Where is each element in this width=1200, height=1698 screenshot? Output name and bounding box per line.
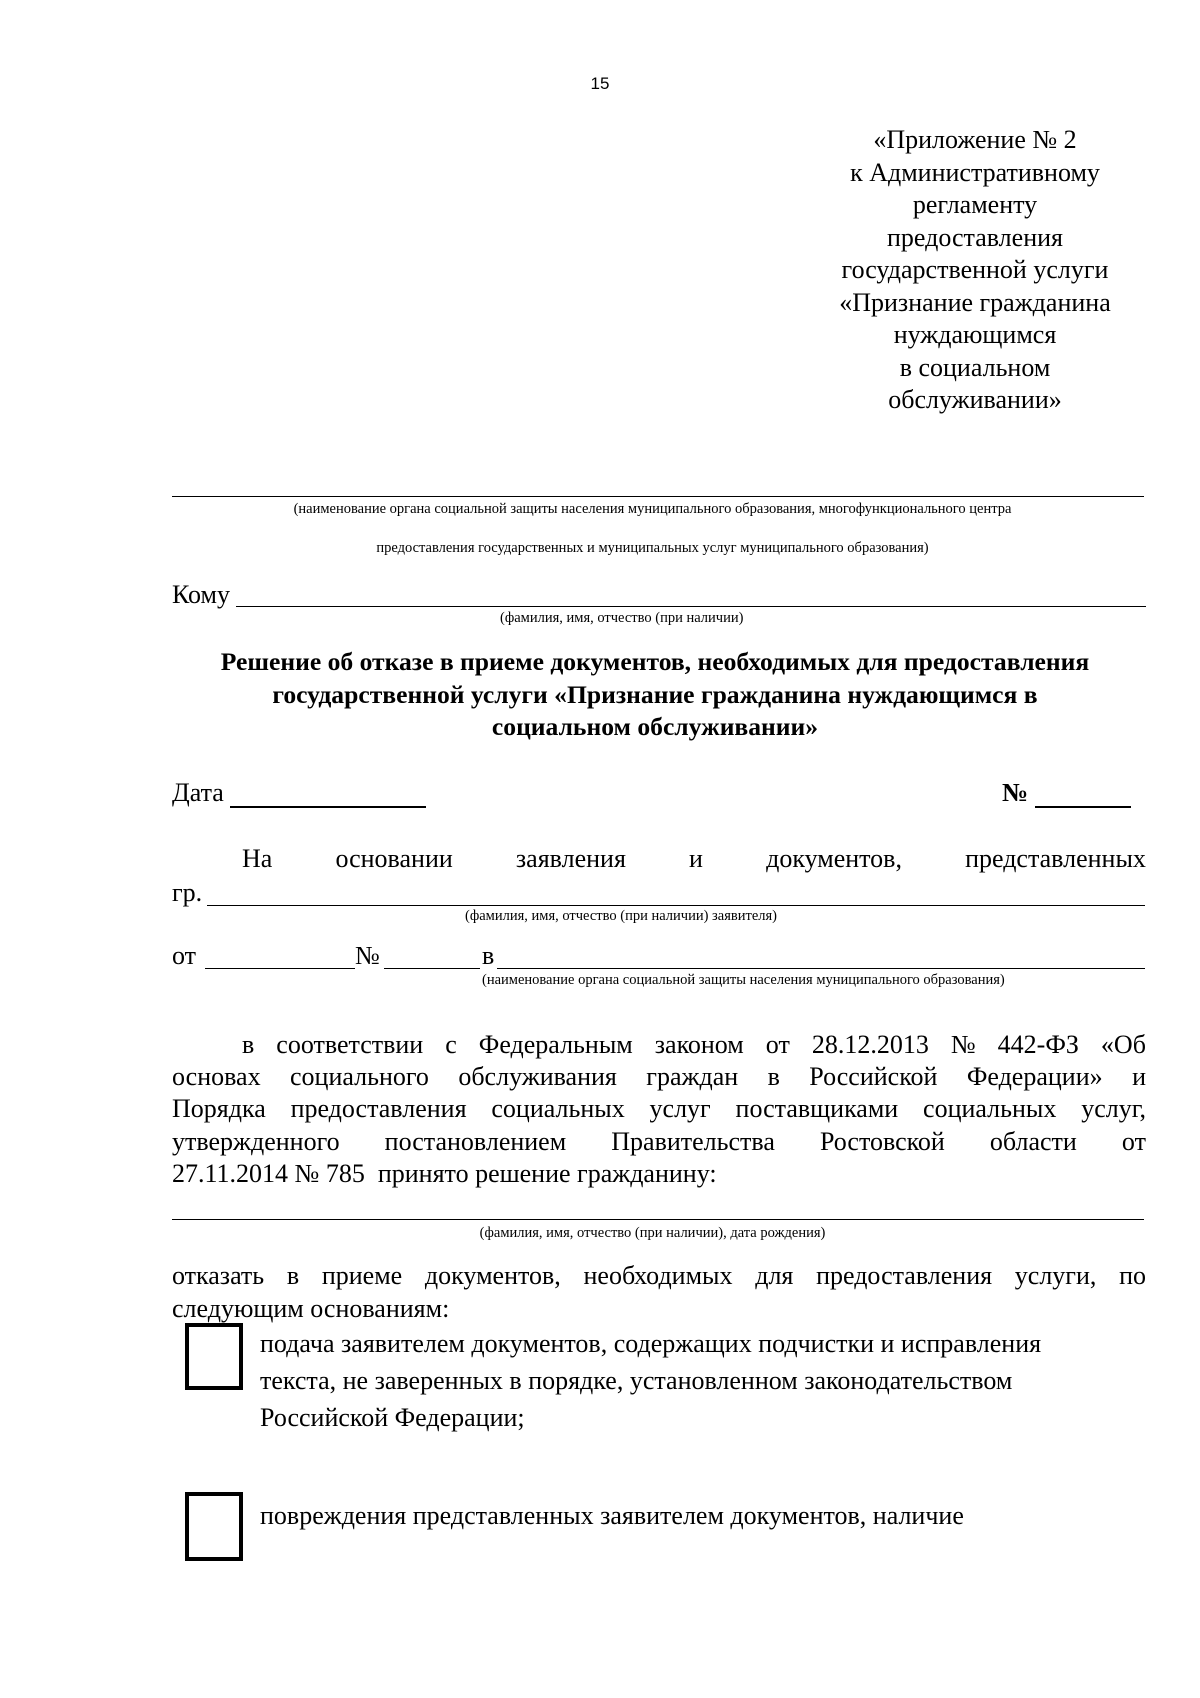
law-word: в	[767, 1062, 780, 1092]
number-field-line[interactable]	[1035, 806, 1131, 808]
law-line-5: 27.11.2014 № 785 принято решение гражданину:	[172, 1158, 717, 1188]
law-word: социального	[290, 1062, 429, 1092]
from-date-field-line[interactable]	[205, 968, 355, 969]
refusal-line-2: следующим основаниям:	[172, 1294, 450, 1323]
application-number-field-line[interactable]	[384, 968, 480, 969]
refusal-word: услуги,	[1014, 1261, 1097, 1290]
document-title	[160, 646, 1150, 744]
annex-line: «Признание гражданина	[839, 287, 1111, 317]
law-line-3	[172, 1093, 1146, 1125]
org-caption: (наименование органа социальной защиты населения муниципального образования)	[482, 972, 1005, 988]
law-word: основах	[172, 1062, 261, 1092]
citizen-caption: (фамилия, имя, отчество (при наличии), дата рождения)	[479, 1225, 826, 1241]
issuer-field-line[interactable]	[172, 496, 1144, 497]
to-label: Кому	[172, 580, 231, 609]
law-word: Порядка	[172, 1094, 266, 1124]
option-2-text	[260, 1497, 964, 1534]
basis-word: основании	[335, 844, 453, 873]
refusal-word: документов,	[424, 1261, 561, 1290]
refusal-word: по	[1119, 1261, 1146, 1290]
basis-word: и	[689, 844, 703, 873]
number-label: №	[1002, 778, 1029, 807]
law-word: Федеральным	[478, 1030, 633, 1059]
law-line-4	[172, 1126, 1146, 1158]
option-line: повреждения представленных заявителем документов, наличие	[260, 1501, 964, 1530]
page-number: 15	[590, 74, 610, 93]
annex-line: обслуживании»	[888, 385, 1062, 414]
law-word: и	[1132, 1062, 1146, 1092]
citizen-field-line[interactable]	[172, 1219, 1144, 1220]
checkbox-option-1[interactable]	[185, 1323, 243, 1390]
law-word: №	[950, 1030, 976, 1059]
law-word: 442-ФЗ	[997, 1030, 1079, 1059]
applicant-field-line[interactable]	[207, 905, 1145, 906]
option-line: Российской Федерации;	[260, 1403, 525, 1432]
to-caption: (фамилия, имя, отчество (при наличии)	[500, 610, 744, 626]
law-word: предоставления	[290, 1094, 467, 1124]
annex-header	[820, 124, 1130, 417]
law-line-2	[172, 1061, 1146, 1093]
option-1-text	[260, 1325, 1041, 1436]
annex-line: в социальном	[899, 352, 1051, 382]
in-label: в	[482, 941, 495, 970]
refusal-paragraph	[172, 1259, 1146, 1325]
law-paragraph	[172, 1029, 1146, 1190]
law-word: от	[1121, 1126, 1146, 1156]
issuer-caption-1: (наименование органа социальной защиты населения муниципального образования, многофункционального центра	[293, 501, 1012, 517]
date-label: Дата	[172, 778, 224, 807]
org-field-line[interactable]	[497, 968, 1145, 969]
law-word: 28.12.2013	[811, 1030, 929, 1059]
date-field-line[interactable]	[230, 806, 426, 808]
law-word: утвержденного	[172, 1126, 340, 1156]
law-word: Правительства	[611, 1126, 775, 1156]
law-word: от	[765, 1030, 790, 1059]
title-line: Решение об отказе в приеме документов, необходимых для предоставления	[220, 647, 1090, 676]
annex-line: нуждающимся	[893, 320, 1057, 349]
law-word: с	[445, 1030, 457, 1059]
law-word: услуг,	[1081, 1094, 1146, 1124]
law-word: Ростовской	[819, 1126, 945, 1156]
issuer-caption-2: предоставления государственных и муниципальных услуг муниципального образования)	[376, 540, 929, 556]
annex-line: государственной услуги	[841, 255, 1109, 284]
law-word: области	[989, 1126, 1077, 1156]
title-line: государственной услуги «Признание гражданина нуждающимся в	[272, 679, 1038, 709]
annex-line: «Приложение № 2	[873, 125, 1077, 154]
law-word: социальных	[923, 1094, 1057, 1124]
refusal-word: необходимых	[583, 1261, 733, 1290]
law-word: Федерации»	[966, 1062, 1103, 1092]
option-line: подача заявителем документов, содержащих подчистки и исправления	[260, 1329, 1042, 1358]
refusal-word: отказать	[172, 1261, 265, 1290]
title-line: социальном обслуживании»	[491, 712, 819, 741]
law-word: обслуживания	[458, 1062, 617, 1092]
application-number-label: №	[355, 941, 380, 970]
refusal-word: для	[755, 1261, 794, 1290]
basis-word: представленных	[965, 844, 1146, 873]
refusal-line-1	[172, 1259, 1146, 1292]
law-word: «Об	[1100, 1030, 1146, 1059]
from-label: от	[172, 941, 197, 970]
to-field-line[interactable]	[236, 606, 1146, 607]
law-word: социальных	[491, 1094, 625, 1124]
gr-label: гр.	[172, 878, 203, 907]
refusal-word: приеме	[321, 1261, 403, 1290]
applicant-caption: (фамилия, имя, отчество (при наличии) заявителя)	[465, 908, 777, 924]
law-line-1	[242, 1029, 1146, 1061]
annex-line: к Административному	[850, 157, 1100, 187]
law-word: законом	[654, 1030, 744, 1059]
option-line: текста, не заверенных в порядке, установленном законодательством	[260, 1366, 1013, 1395]
checkbox-option-2[interactable]	[185, 1492, 243, 1561]
basis-word: На	[242, 844, 273, 873]
law-word: услуг	[649, 1094, 711, 1124]
law-word: Российской	[809, 1062, 938, 1092]
law-word: поставщиками	[735, 1094, 899, 1124]
refusal-word: в	[286, 1261, 300, 1290]
law-word: граждан	[646, 1062, 739, 1092]
basis-word: документов,	[766, 844, 902, 873]
law-word: постановлением	[384, 1126, 567, 1156]
annex-line: регламенту	[912, 190, 1038, 219]
basis-line	[242, 846, 1146, 872]
law-word: соответствии	[276, 1030, 424, 1059]
refusal-word: предоставления	[816, 1261, 993, 1290]
annex-line: предоставления	[887, 222, 1063, 252]
law-word: в	[242, 1030, 255, 1059]
basis-word: заявления	[515, 844, 626, 873]
